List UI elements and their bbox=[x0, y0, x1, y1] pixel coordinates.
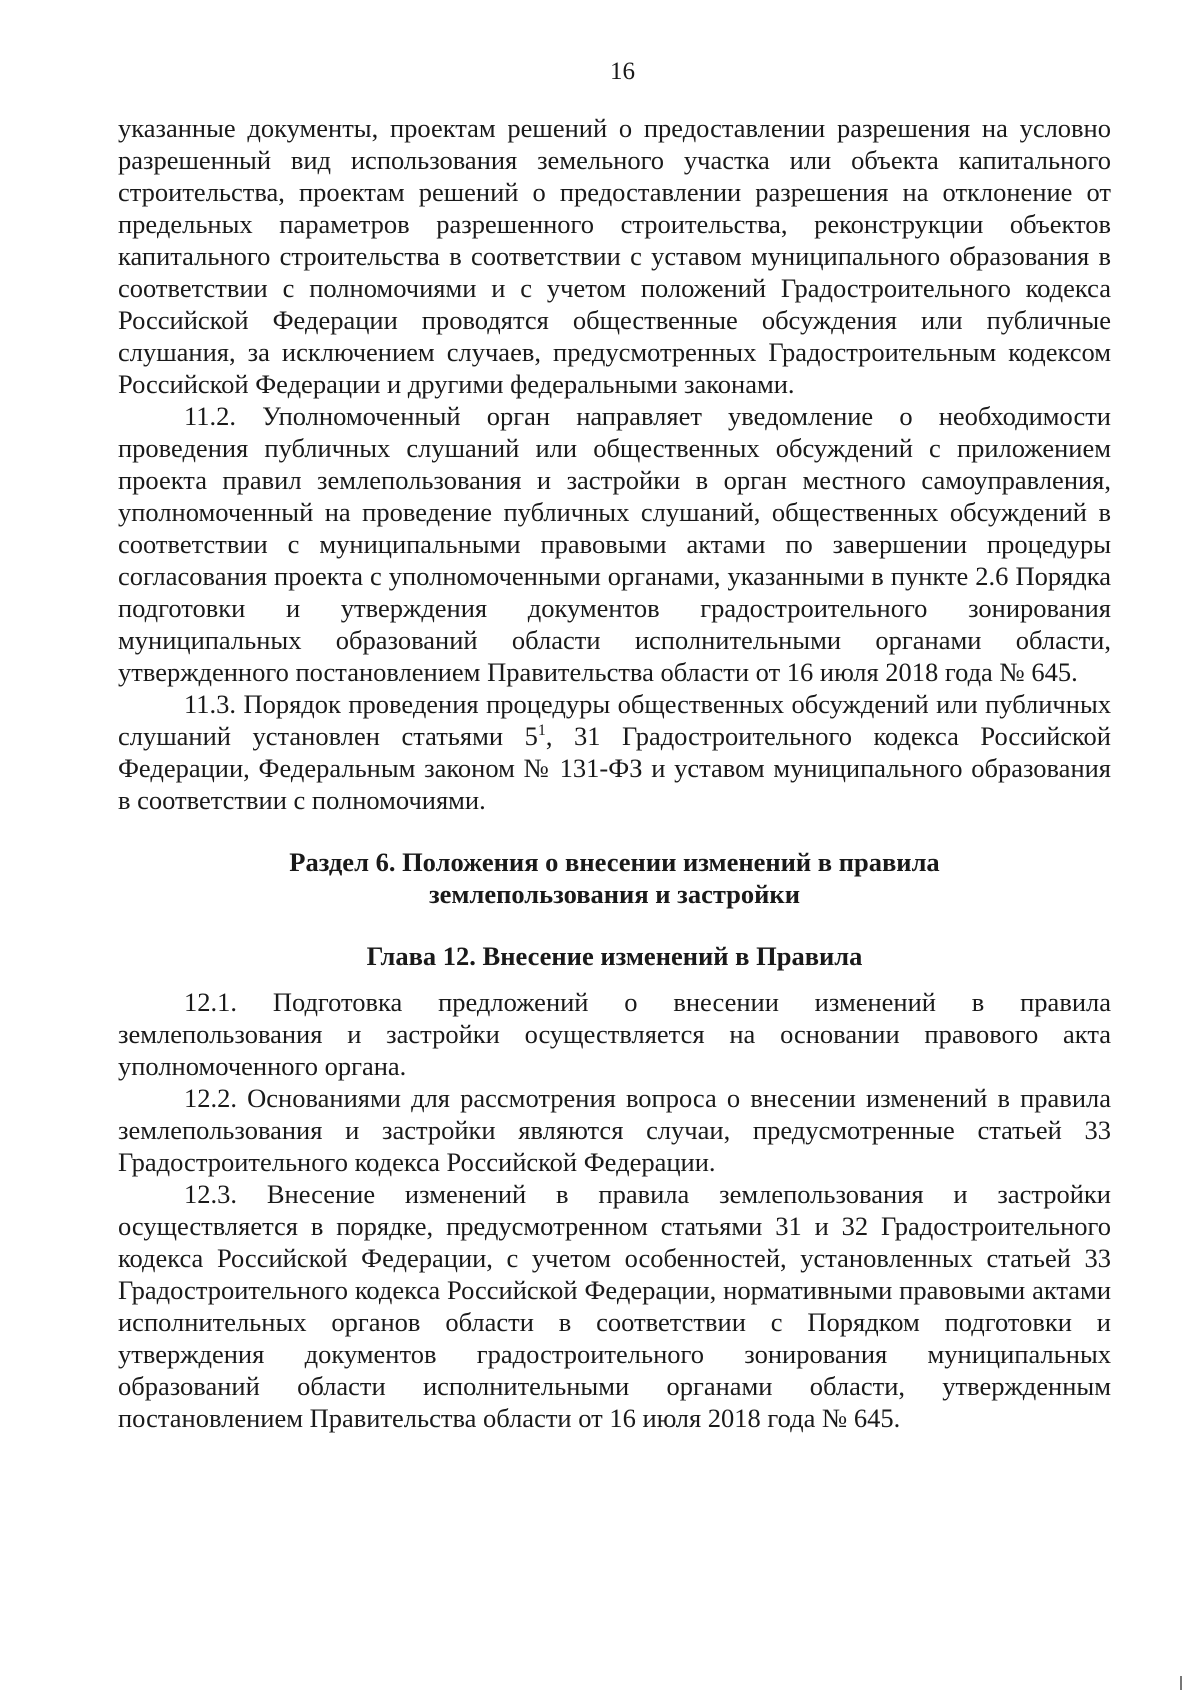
paragraph-11-3-text: 11.3. Порядок проведения процедуры общественных обсуждений или публичных слушаний установлен статьями 5 bbox=[118, 689, 1111, 751]
paragraph-11-3-text-end: , 31 Градостроительного кодекса Российской Федерации, Федеральным законом № 131-ФЗ и уставом муниципального образования в соответствии с полномочиями. bbox=[118, 721, 1111, 815]
paragraph-12-2: 12.2. Основаниями для рассмотрения вопроса о внесении изменений в правила землепользования и застройки являются случаи, предусмотренные статьей 33 Градостроительного кодекса Российской Федерации. bbox=[118, 1083, 1111, 1177]
document-body bbox=[118, 112, 1111, 1434]
section-heading-line1: Раздел 6. Положения о внесении изменений в правила bbox=[289, 847, 940, 877]
section-heading bbox=[118, 846, 1111, 910]
paragraph-continuation: указанные документы, проектам решений о предоставлении разрешения на условно разрешенный вид использования земельного участка или объекта капитального строительства, проектам решений о предоставлении разрешения на отклонение от предельных параметров разрешенного строительства, реконструкции объектов капитального строительства в соответствии с уставом муниципального образования в соответствии с полномочиями и с учетом положений Градостроительного кодекса Российской Федерации проводятся общественные обсуждения или публичные слушания, за исключением случаев, предусмотренных Градостроительным кодексом Российской Федерации и другими федеральными законами. bbox=[118, 113, 1111, 399]
paragraph-11-3 bbox=[118, 688, 1111, 816]
page-number: 16 bbox=[610, 58, 635, 85]
chapter-heading-text: Глава 12. Внесение изменений в Правила bbox=[366, 941, 863, 971]
superscript-1: 1 bbox=[537, 722, 546, 740]
paragraph-12-1: 12.1. Подготовка предложений о внесении изменений в правила землепользования и застройки осуществляется на основании правового акта уполномоченного органа. bbox=[118, 987, 1111, 1081]
scan-mark bbox=[1180, 1676, 1182, 1690]
paragraph-12-3: 12.3. Внесение изменений в правила землепользования и застройки осуществляется в порядке, предусмотренном статьями 31 и 32 Градостроительного кодекса Российской Федерации, с учетом особенностей, установленных статьей 33 Градостроительного кодекса Российской Федерации, нормативными правовыми актами исполнительных органов области в соответствии с Порядком подготовки и утверждения документов градостроительного зонирования муниципальных образований области исполнительными органами области, утвержденным постановлением Правительства области от 16 июля 2018 года № 645. bbox=[118, 1179, 1111, 1433]
chapter-heading bbox=[118, 940, 1111, 972]
paragraph-11-2: 11.2. Уполномоченный орган направляет уведомление о необходимости проведения публичных слушаний или общественных обсуждений с приложением проекта правил землепользования и застройки в орган местного самоуправления, уполномоченный на проведение публичных слушаний, общественных обсуждений в соответствии с муниципальными правовыми актами по завершении процедуры согласования проекта с уполномоченными органами, указанными в пункте 2.6 Порядка подготовки и утверждения документов градостроительного зонирования муниципальных образований области исполнительными органами области, утвержденного постановлением Правительства области от 16 июля 2018 года № 645. bbox=[118, 401, 1111, 687]
section-heading-line2: землепользования и застройки bbox=[429, 879, 800, 909]
